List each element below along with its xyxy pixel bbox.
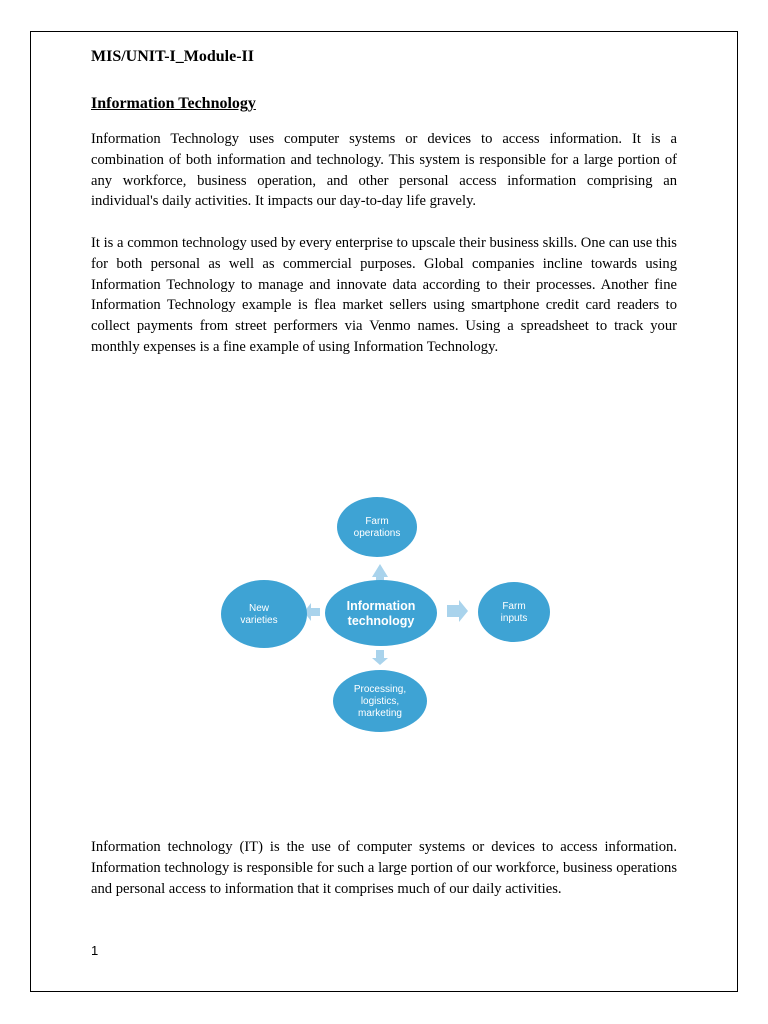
top-label-1: Farm: [365, 516, 389, 527]
it-diagram: [210, 490, 560, 770]
center-label-2: technology: [347, 614, 415, 628]
arrow-down-icon: [372, 650, 388, 665]
top-label-2: operations: [353, 528, 401, 539]
top-node: [337, 497, 417, 557]
left-label-1: New: [248, 603, 270, 614]
document-header: MIS/UNIT-I_Module-II: [91, 48, 254, 65]
right-node: [478, 582, 550, 642]
page-number: 1: [91, 943, 99, 958]
paragraph-1: Information Technology uses computer systems or devices to access information. It is a combination of both information and technology. This system is responsible for a large portion of any workforce, business operation, and other personal access information comprising an individual's daily activities. It impacts our day-to-day life gravely.: [91, 131, 677, 210]
left-node: [221, 580, 307, 648]
bottom-label-3: marketing: [358, 708, 402, 719]
bottom-label-2: logistics,: [360, 696, 400, 707]
left-label-2: varieties: [240, 615, 278, 626]
center-label-1: Information: [346, 599, 416, 613]
section-title: Information Technology: [91, 95, 256, 112]
right-label-2: inputs: [500, 613, 528, 624]
center-node: [325, 580, 437, 646]
arrow-right-icon: [447, 600, 468, 622]
bottom-label-1: Processing,: [353, 684, 407, 695]
paragraph-3: Information technology (IT) is the use of computer systems or devices to access information. Information technology is responsible for such a large portion of our workforce, business operations and personal access to information that it comprises much of our daily activities.: [91, 839, 677, 897]
right-label-1: Farm: [502, 601, 526, 612]
paragraph-2: It is a common technology used by every enterprise to upscale their business skills. One can use this for both personal as well as commercial purposes. Global companies incline towards using Information Technology to manage and innovate data according to their processes. Another fine Information Technology example is flea market sellers using smartphone credit card readers to collect payments from street performers via Venmo names. Using a spreadsheet to track your monthly expenses is a fine example of using Information Technology.: [91, 235, 677, 355]
